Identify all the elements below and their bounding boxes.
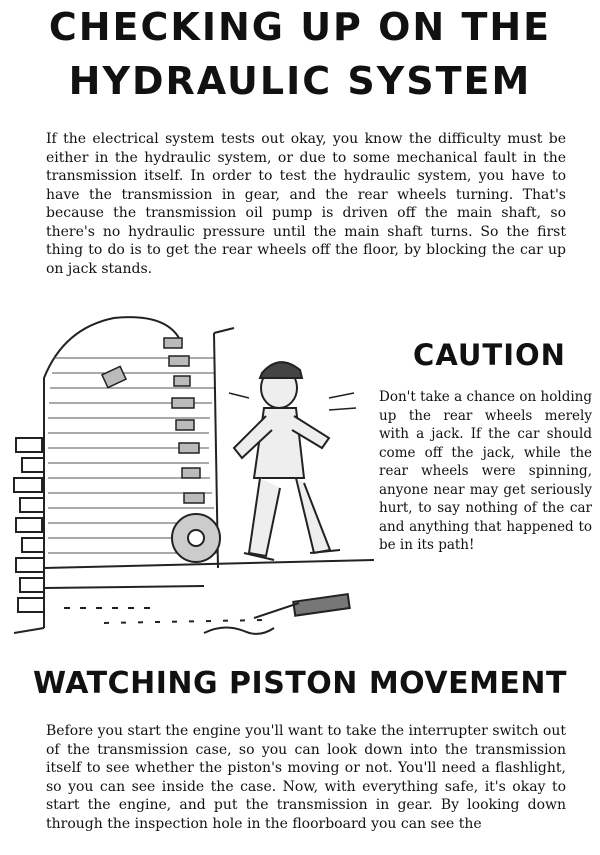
page-title-line-1: CHECKING UP ON THE — [48, 5, 552, 49]
broken-wall-illustration — [4, 298, 384, 643]
caution-paragraph: Don't take a chance on holding up the rear wheels merely with a jack. If the car should come off the jack, while the rear wheels were spinning, anyone near may get seriously hurt, to say nothing of the car and anything that happened to be in its path! — [379, 389, 592, 553]
piston-movement-paragraph: Before you start the engine you'll want to take the interrupter switch out of the transmission case, so you can look down into the transmission itself to see whether the piston's moving or not. You'll need a flashlight, so you can see inside the case. Now, with everything safe, it's okay to start the engine, and put the transmission in gear. By looking down through the inspection hole in the floorboard you can see the — [46, 723, 566, 832]
intro-paragraph: If the electrical system tests out okay, you know the difficulty must be either in the hydraulic system, or due to some mechanical fault in the transmission itself. In order to test the hydraulic system, you have to have the transmission in gear, and the rear wheels turning. That's because the transmission oil pump is driven off the main shaft, so there's no hydraulic pressure until the main shaft turns. So the first thing to do is to get the rear wheels off the floor, by blocking the car up on jack stands. — [46, 131, 566, 277]
caution-heading: CAUTION — [413, 338, 566, 372]
page-title-line-2: HYDRAULIC SYSTEM — [68, 59, 532, 103]
floor — [44, 560, 374, 623]
section-heading-piston-movement: WATCHING PISTON MOVEMENT — [32, 666, 567, 701]
mechanic-figure — [234, 362, 340, 560]
page-title — [0, 0, 600, 108]
wheel — [172, 514, 220, 562]
jack — [204, 594, 350, 634]
